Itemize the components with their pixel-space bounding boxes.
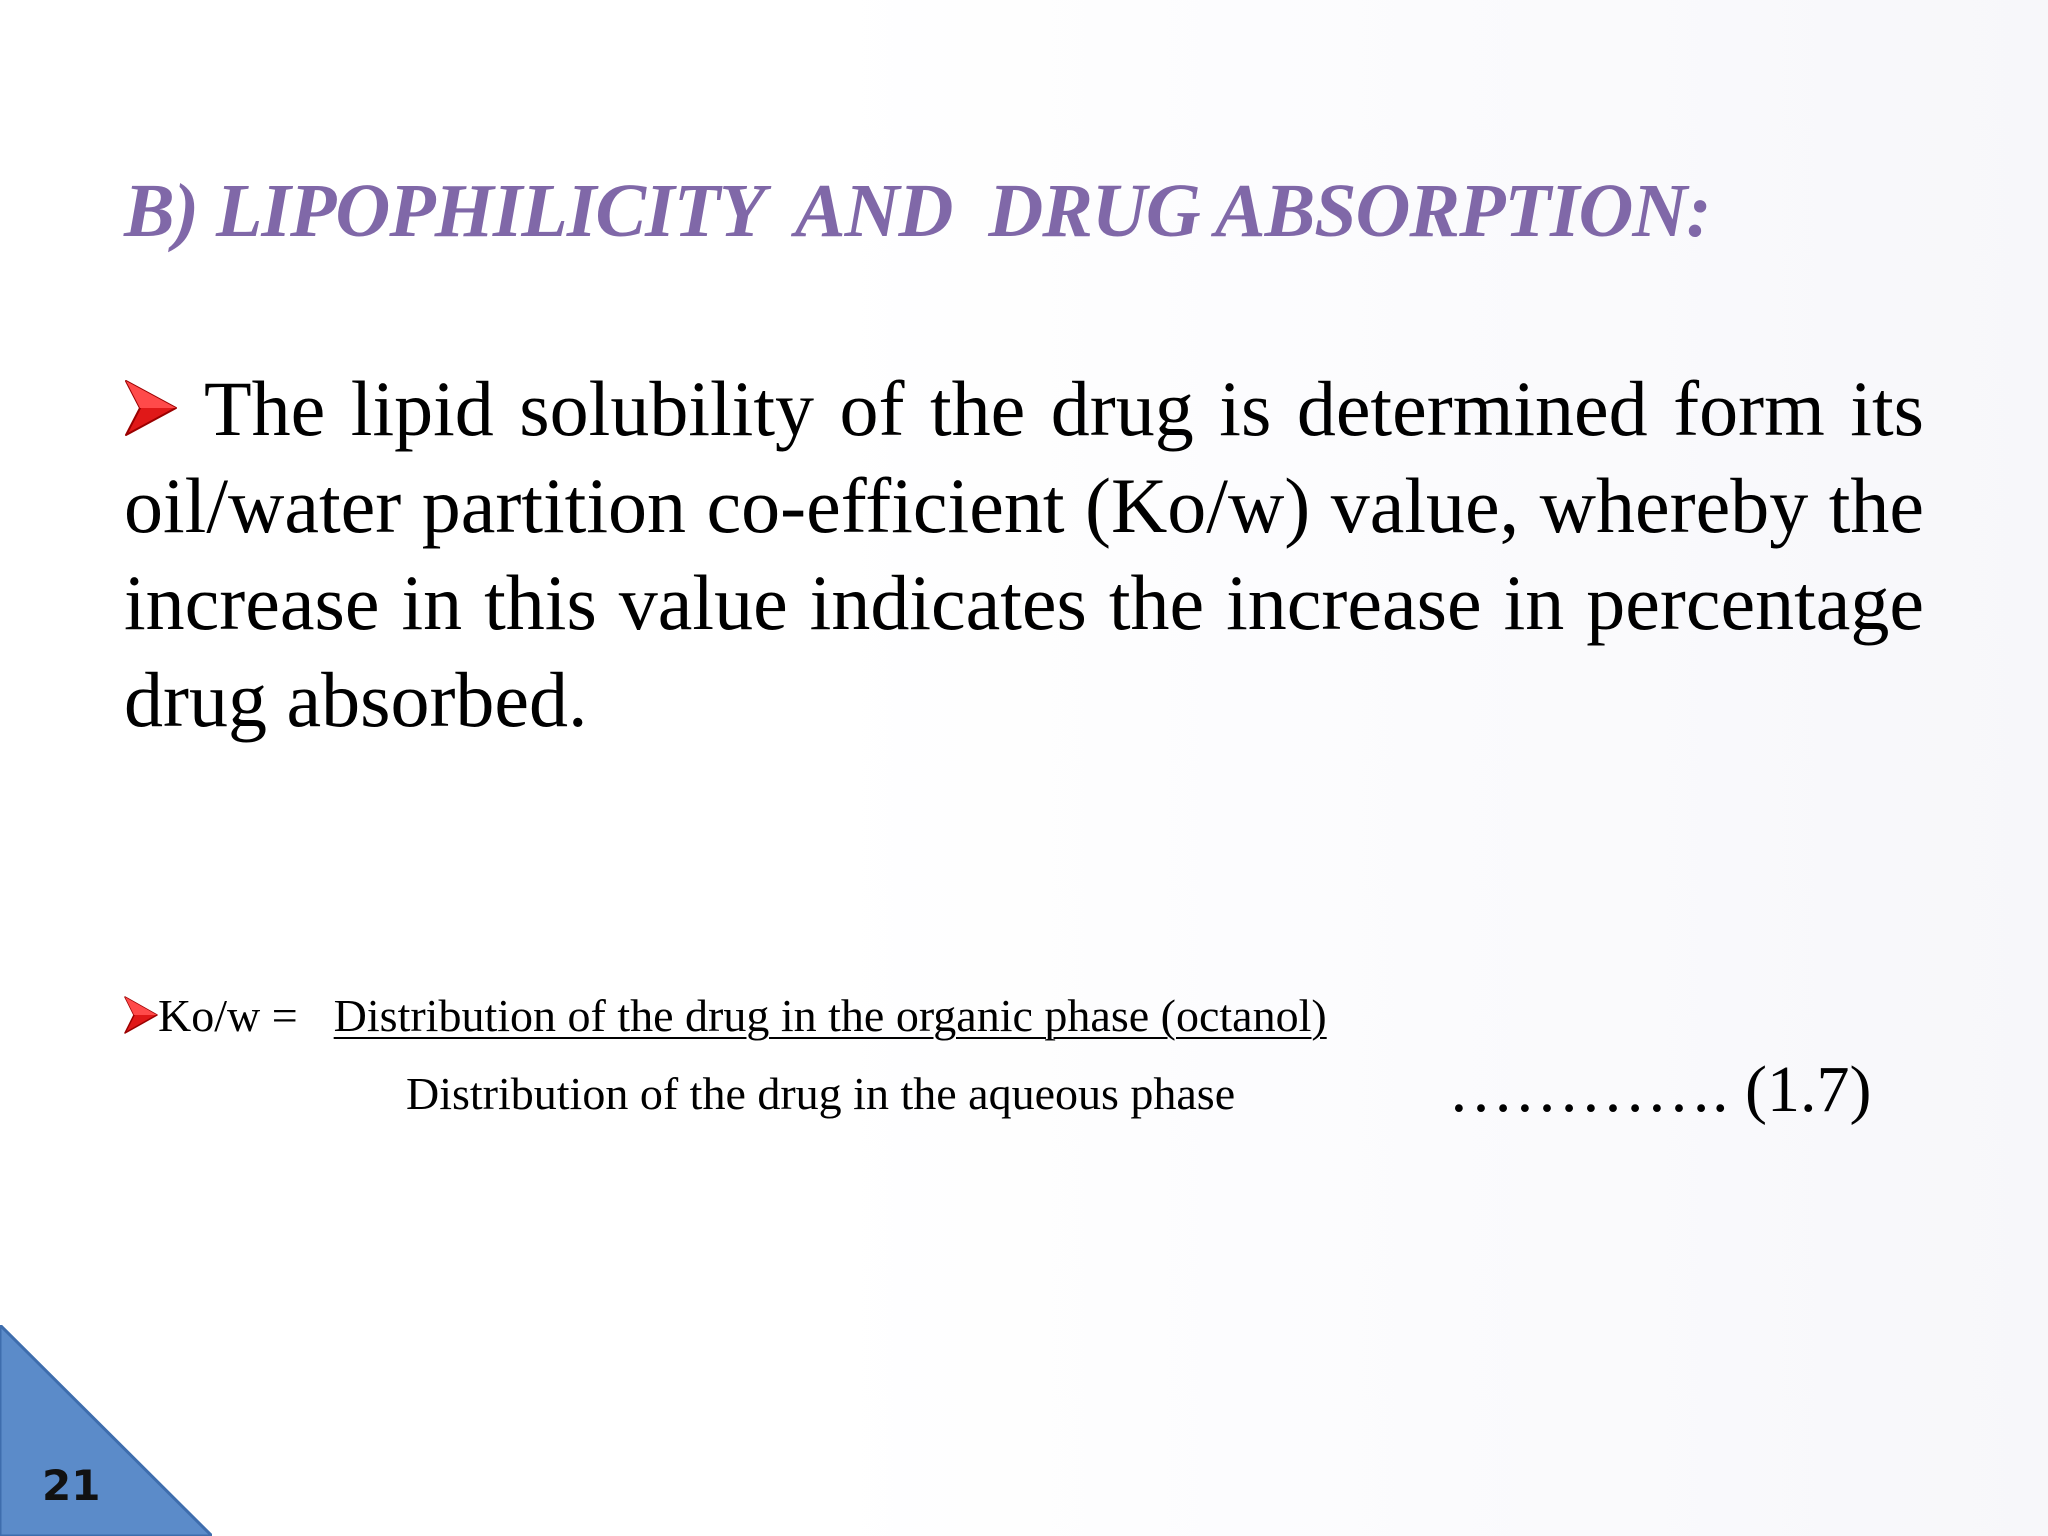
formula-numerator: Distribution of the drug in the organic phase (octanol) <box>333 990 1327 1041</box>
bullet-text: The lipid solubility of the drug is determined form its oil/water partition co-efficient (Ko/w) value, whereby the increase in this value indicates the increase in percentage drug absorbed. <box>124 365 1924 743</box>
formula-numerator-row <box>124 988 1327 1044</box>
red-arrowhead-icon <box>124 995 158 1035</box>
formula-lhs: Ko/w = <box>158 990 298 1041</box>
red-arrowhead-icon <box>124 379 178 437</box>
formula-denominator: Distribution of the drug in the aqueous phase <box>406 1068 1236 1119</box>
bullet-paragraph <box>124 360 1924 748</box>
equation-number: …………. (1.7) <box>1448 1053 1872 1126</box>
slide-title: B) LIPOPHILICITY AND DRUG ABSORPTION: <box>124 169 1711 253</box>
blue-triangle-corner-icon <box>0 1325 212 1536</box>
page-number: 21 <box>42 1461 101 1510</box>
